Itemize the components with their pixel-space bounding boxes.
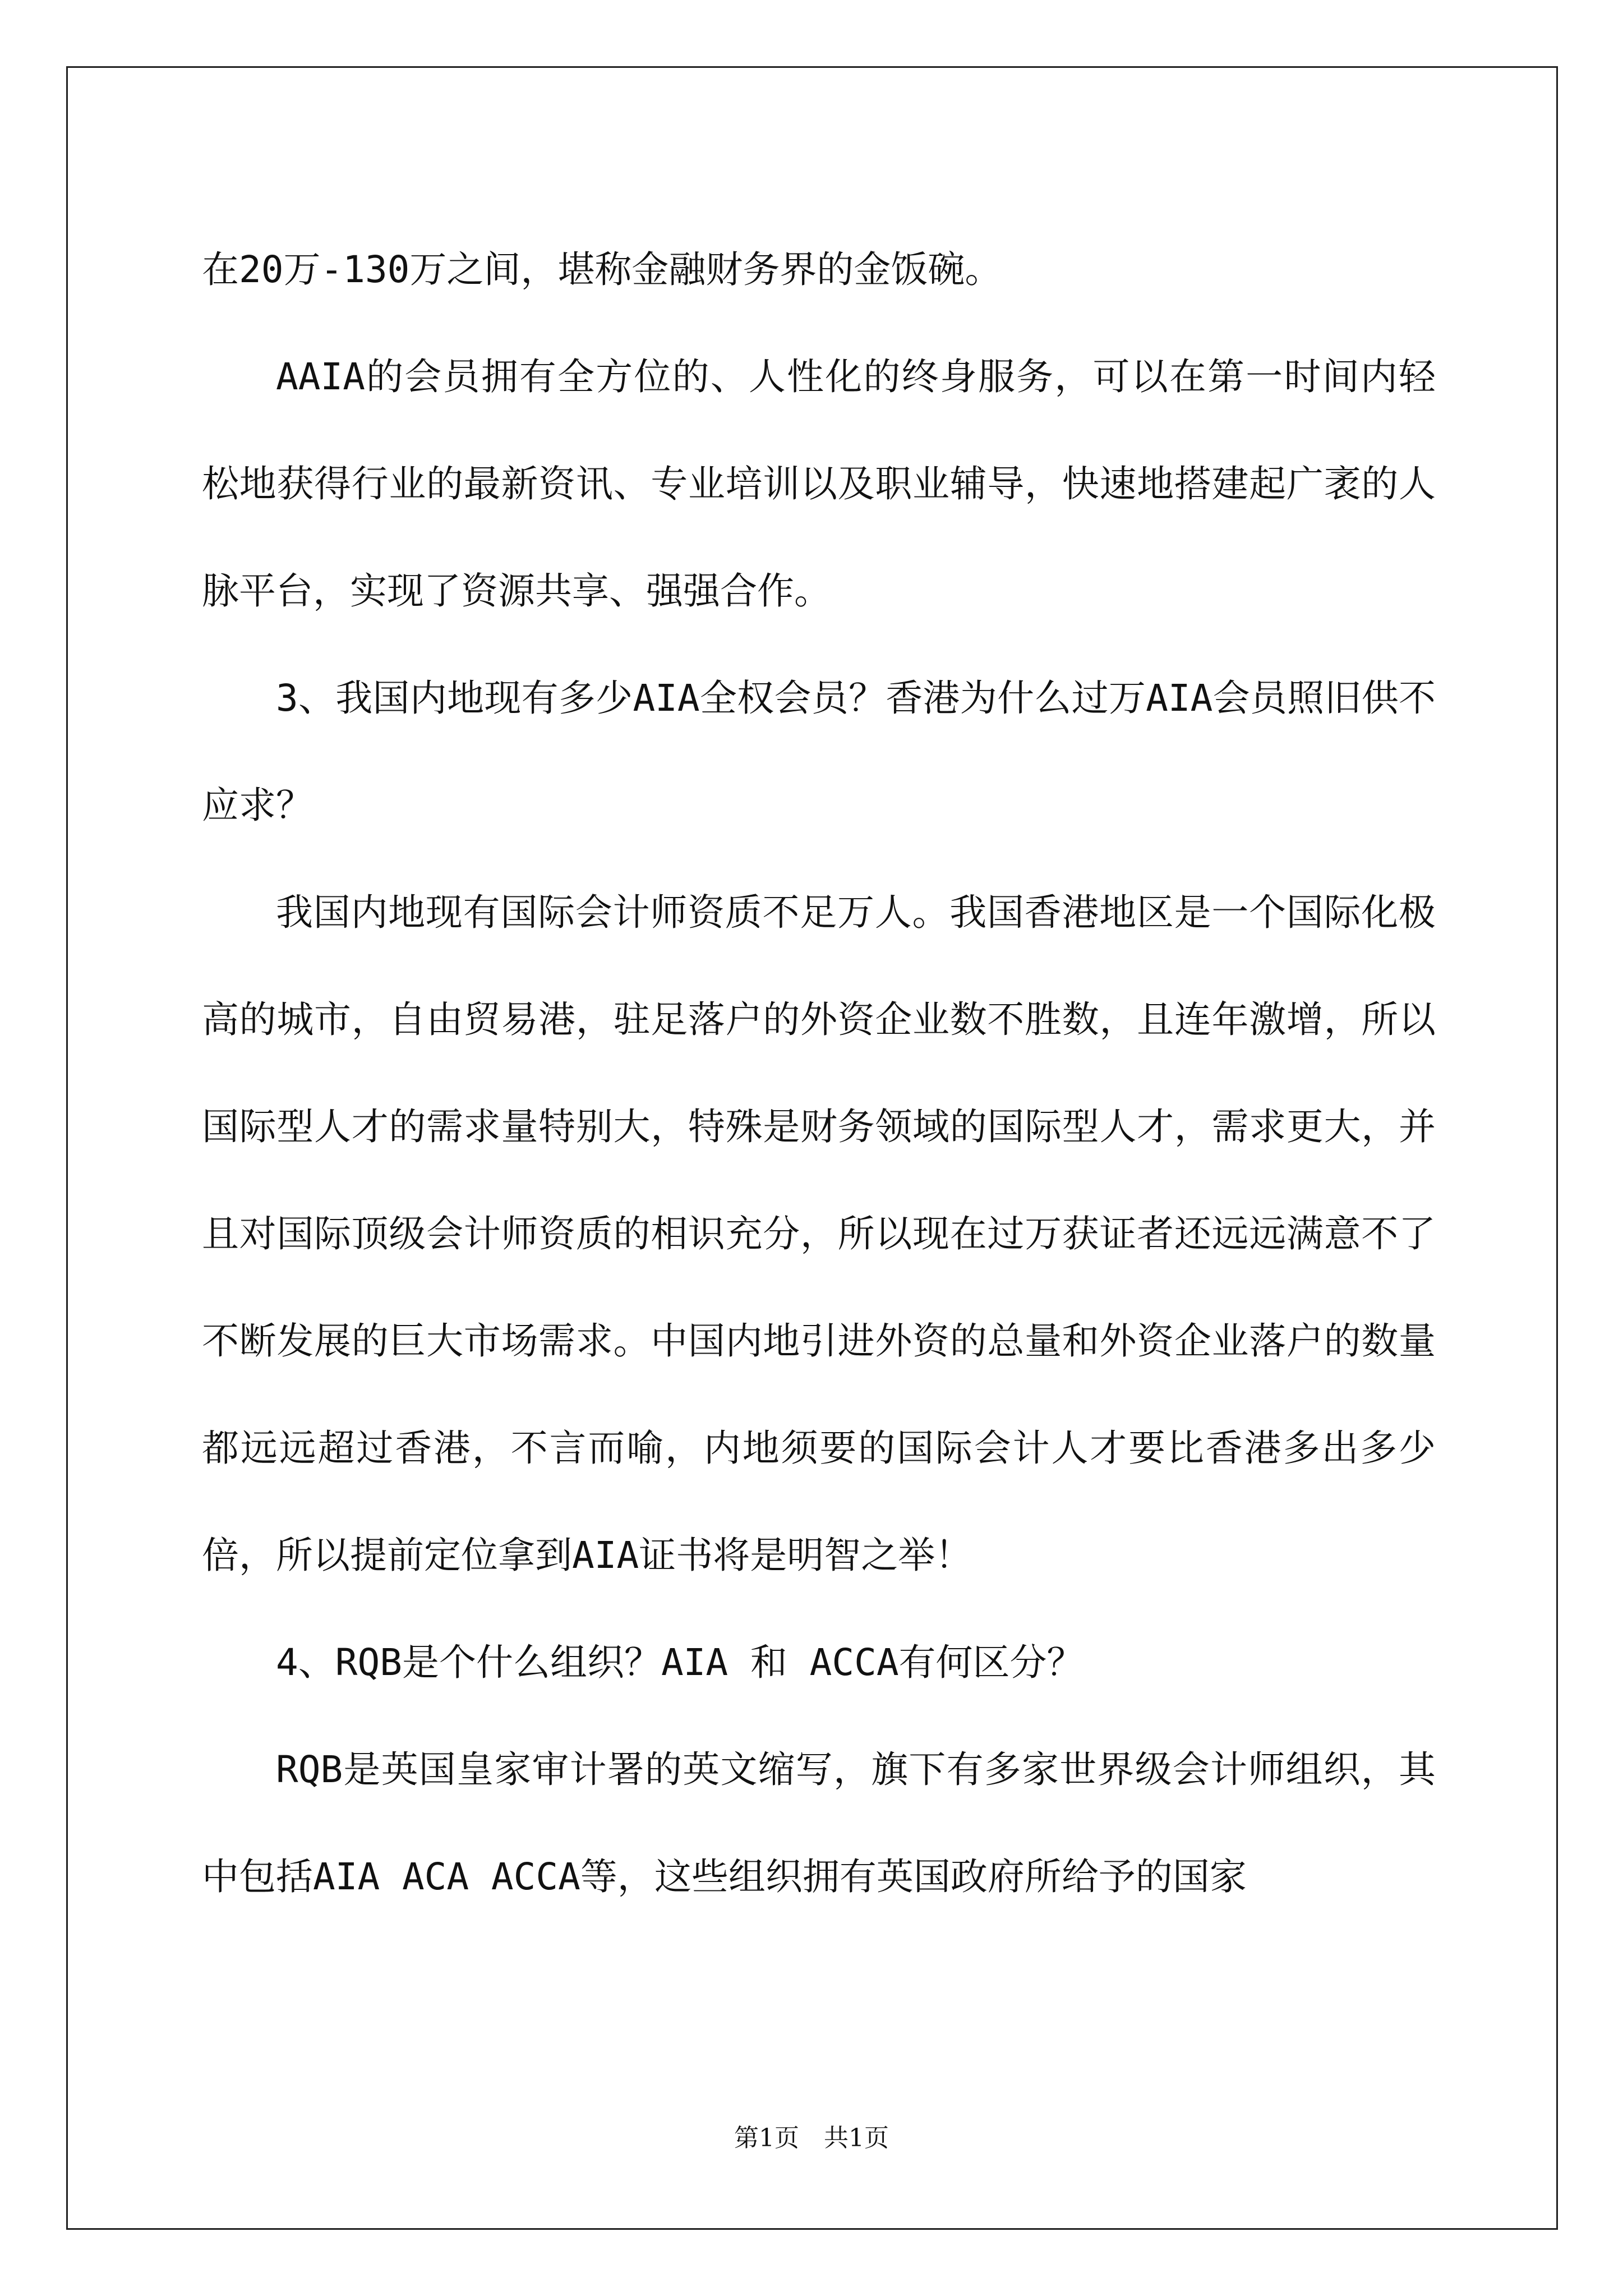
paragraph-6: RQB是英国皇家审计署的英文缩写，旗下有多家世界级会计师组织，其中包括AIA ACA ACCA等，这些组织拥有英国政府所给予的国家 [202, 1748, 1436, 1898]
paragraph-1: 在20万-130万之间，堪称金融财务界的金饭碗。 [202, 248, 1002, 291]
paragraph-5-question: 4、RQB是个什么组织？AIA 和 ACCA有何区分？ [276, 1641, 1084, 1684]
paragraph-4: 我国内地现有国际会计师资质不足万人。我国香港地区是一个国际化极高的城市，自由贸易港，驻足落户的外资企业数不胜数，且连年激增，所以国际型人才的需求量特别大，特殊是财务领域的国际型人才，需求更大，并且对国际顶级会计师资质的相识充分，所以现在过万获证者还远远满意不了不断发展的巨大市场需求。中国内地引进外资的总量和外资企业落户的数量都远远超过香港，不言而喻，内地须要的国际会计人才要比香港多出多少倍，所以提前定位拿到AIA证书将是明智之举！ [202, 891, 1436, 1577]
paragraph-2: AAIA的会员拥有全方位的、人性化的终身服务，可以在第一时间内轻松地获得行业的最新资讯、专业培训以及职业辅导，快速地搭建起广袤的人脉平台，实现了资源共享、强强合作。 [202, 355, 1436, 613]
paragraph-3-question: 3、我国内地现有多少AIA全权会员？香港为什么过万AIA会员照旧供不应求？ [202, 677, 1436, 827]
page-number-footer: 第1页 共1页 [734, 2124, 889, 2152]
document-body [202, 216, 1436, 1930]
